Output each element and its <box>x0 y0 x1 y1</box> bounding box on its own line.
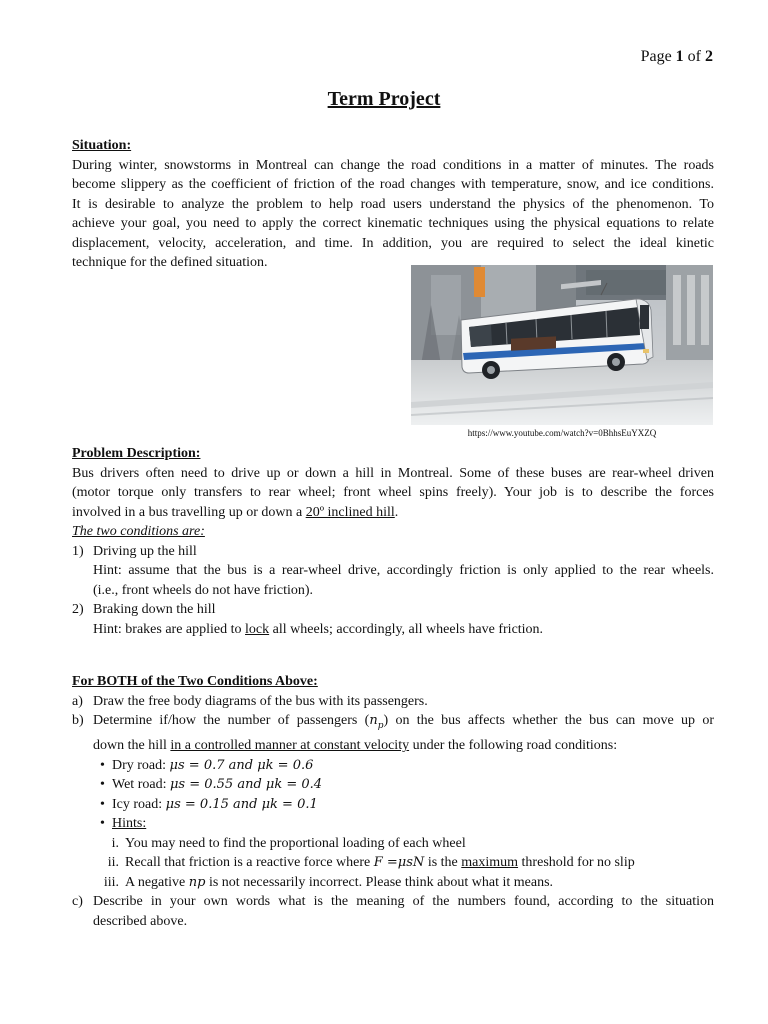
bus-photo <box>411 265 713 425</box>
situation-line: become slippery as the coefficient of friction of the road changes with temperature, snow, and ice conditions. <box>72 177 714 192</box>
task-item: a) Draw the free body diagrams of the bus with its passengers. <box>72 693 428 709</box>
problem-line: (motor torque only transfers to rear wheel; front wheel spins freely). Your job is to describe the forces <box>72 485 714 500</box>
problem-line: involved in a bus travelling up or down a 20º inclined hill. <box>72 504 399 520</box>
problem-heading: Problem Description: <box>72 446 201 461</box>
task-line: described above. <box>93 913 188 929</box>
incline-angle: 20º inclined hill <box>305 504 395 520</box>
conditions-label: The two conditions are: <box>72 524 205 539</box>
road-condition-wet: • Wet road: μs = 0.55 and μk = 0.4 <box>100 777 323 793</box>
situation-line: It is desirable to analyze the problem to help road users understand the physics of the phenomenon. To <box>72 196 714 212</box>
road-conditions-list <box>93 756 714 893</box>
both-conditions-section <box>72 672 714 931</box>
task-item: c) Describe in your own words what is the meaning of the numbers found, according to the situation described above. <box>72 892 714 931</box>
task-line: Determine if/how the number of passengers $(n_p)$ on the bus affects whether the bus can move up or <box>93 713 714 731</box>
road-condition-icy: • Icy road: μs = 0.15 and μk = 0.1 <box>100 796 318 812</box>
situation-paragraph <box>72 156 714 273</box>
situation-line: technique for the defined situation. <box>72 255 268 270</box>
page-number: Page 1 of 2 <box>640 48 713 65</box>
task-line: Describe in your own words what is the meaning of the numbers found, according to the situation <box>93 894 714 910</box>
problem-line: Bus drivers often need to drive up or down a hill in Montreal. Some of these buses are rear-wheel driven <box>72 465 714 481</box>
situation-line: achieve your goal, you need to apply the correct kinematic techniques using the physical equations to relate <box>72 216 714 231</box>
hints-label: • Hints: <box>100 816 147 832</box>
task-item: b) Determine if/how the number of passengers $(n_p)$ on the bus affects whether the bus can move up or down the hill in a controlled manner at constant velocity under the following road conditions: • Dry road: μs = 0.7 and μk = 0.6 • Wet road: μs = 0.55 and μk = 0.4 • Icy road: μs = 0.15 and μk = 0.1 • Hints: i. You may need to find the proportional loading of each wheel ii. Recall that friction is a reactive force where F =μsN is the maximum threshold for no slip iii. A negative np is not necessarily incorrect. Please think about what it means. <box>72 711 714 892</box>
condition-hint: Hint: brakes are applied to lock all wheels; accordingly, all wheels have friction. <box>93 621 544 637</box>
problem-section <box>72 444 714 639</box>
bus-illustration <box>411 265 713 425</box>
document-title: Term Project <box>327 88 441 110</box>
condition-hint: (i.e., front wheels do not have friction). <box>93 582 314 598</box>
condition-hint: Hint: assume that the bus is a rear-wheel drive, accordingly friction is only applied to the rear wheels. <box>93 563 714 578</box>
situation-heading: Situation: <box>72 138 132 153</box>
condition-item: 2) Braking down the hill <box>72 602 216 617</box>
photo-caption: https://www.youtube.com/watch?v=0BhhsEuYXZQ <box>467 428 657 438</box>
hint-item: i. You may need to find the proportional loading of each wheel <box>111 835 466 851</box>
hint-item: iii. A negative np is not necessarily incorrect. Please think about what it means. <box>103 874 554 890</box>
situation-section <box>72 136 714 273</box>
condition-item: 1) Driving up the hill <box>72 543 197 559</box>
situation-line: During winter, snowstorms in Montreal can change the road conditions in a matter of minutes. The roads <box>72 157 714 173</box>
road-condition-dry: • Dry road: μs = 0.7 and μk = 0.6 <box>100 757 314 773</box>
hint-item: ii. Recall that friction is a reactive force where F =μsN is the maximum threshold for no slip <box>107 855 635 871</box>
both-heading: For BOTH of the Two Conditions Above: <box>72 674 318 689</box>
situation-line: displacement, velocity, acceleration, and time. In addition, you are required to select the ideal kinetic <box>72 235 714 251</box>
task-line: down the hill in a controlled manner at constant velocity under the following road conditions: <box>93 738 618 754</box>
